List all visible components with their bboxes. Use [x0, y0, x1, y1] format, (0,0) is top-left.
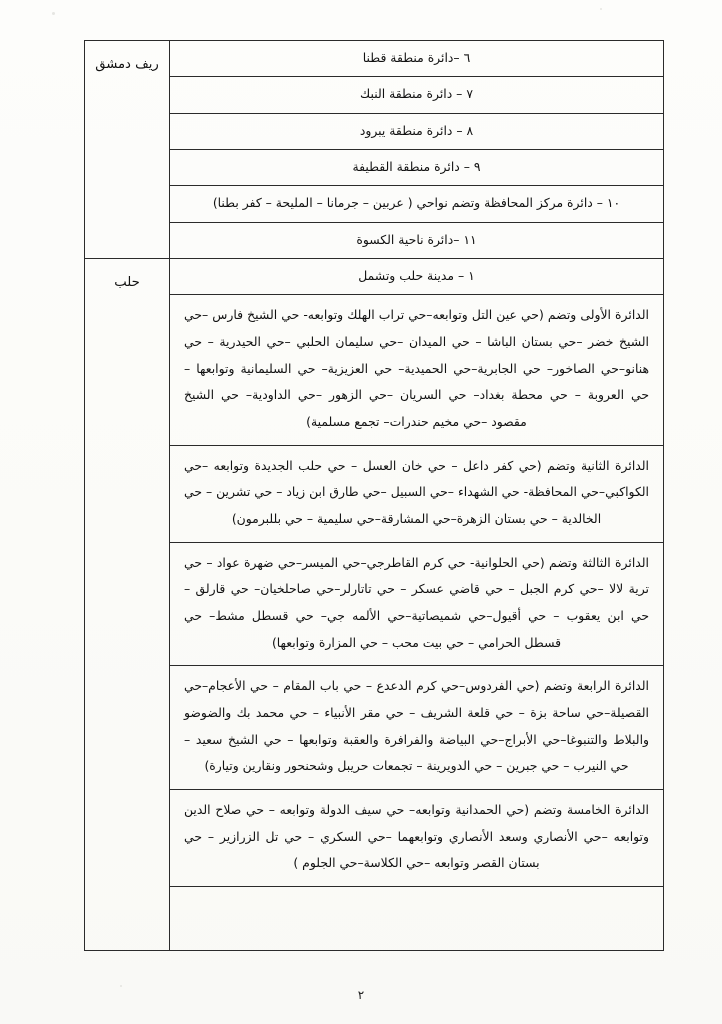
district-cell: ٦ –دائرة منطقة قطنا	[170, 41, 664, 77]
districts-table	[84, 40, 664, 951]
district-cell: الدائرة الثالثة وتضم (حي الحلوانية- حي كرم القاطرجي–حي الميسر–حي ضهرة عواد – حي ترية لالا –حي كرم الجبل – حي قاضي عسكر – حي تاتارلر–حي صاحلخيان– حي قارلق – حي ابن يعقوب – حي أقيول–حي شميصاتية–حي الألمه جي– حي قسطل مشط– حي قسطل الحرامي – حي بيت محب – حي المزارة وتوابعها)	[170, 542, 664, 666]
district-cell: الدائرة الرابعة وتضم (حي الفردوس–حي كرم الدعدع – حي باب المقام – حي الأعجام–حي القصيلة–حي ساحة بزة – حي قلعة الشريف – حي مقر الأنبياء – حي محمد بك والضوضو والبلاط والتنبوغا–حي الأبراج–حي البياضة والفرافرة والعقبة وتوابعها – حي الشيخ سعيد – حي النيرب – حي جبرين – حي الدويرينة – تجمعات حريبل وشحنحور ونقارين وتيارة)	[170, 666, 664, 790]
governorate-cell-aleppo	[85, 258, 170, 950]
district-cell: الدائرة الخامسة وتضم (حي الحمدانية وتوابعه– حي سيف الدولة وتوابعه – حي صلاح الدين وتوابعه –حي الأنصاري وسعد الأنصاري وتوابعهما –حي السكري – حي تل الزرازير – حي بستان القصر وتوابعه –حي الكلاسة–حي الجلوم )	[170, 790, 664, 887]
table-row	[85, 77, 664, 113]
table-row	[85, 113, 664, 149]
scan-speck	[120, 985, 122, 987]
district-cell: ٨ – دائرة منطقة يبرود	[170, 113, 664, 149]
table-row	[85, 790, 664, 887]
district-cell: الدائرة الأولى وتضم (حي عين التل وتوابعه–حي تراب الهلك وتوابعه- حي الشيخ فارس –حي الشيخ خضر –حي بستان الباشا – حي الميدان –حي سليمان الحلبي –حي الحيدرية – حي هنانو–حي الصاخور– حي الجابرية–حي الحميدية– حي العزيزية– حي السليمانية وتوابعها – حي العروبة – حي محطة بغداد– حي السريان –حي الزهور –حي الداودية– حي الشيخ مقصود –حي مخيم حندرات– تجمع مسلمية)	[170, 295, 664, 445]
district-cell: الدائرة الثانية وتضم (حي كفر داعل – حي خان العسل – حي حلب الجديدة وتوابعه –حي الكواكبي–حي المحافظة- حي الشهداء –حي السبيل –حي طارق ابن زياد – حي تشرين – حي الخالدية – حي بستان الزهرة–حي المشارقة–حي سليمية – حي بللبرمون)	[170, 445, 664, 542]
district-cell: ١١ –دائرة ناحية الكسوة	[170, 222, 664, 258]
table-row	[85, 222, 664, 258]
table-row	[85, 258, 664, 294]
district-cell: ٧ – دائرة منطقة النبك	[170, 77, 664, 113]
districts-table-body	[85, 41, 664, 951]
table-row	[85, 666, 664, 790]
governorate-label: حلب	[114, 274, 140, 290]
district-cell: ٩ – دائرة منطقة القطيفة	[170, 149, 664, 185]
scan-speck	[600, 8, 602, 10]
table-row	[85, 542, 664, 666]
table-row	[85, 295, 664, 445]
page-number: ٢	[357, 988, 365, 1002]
table-row	[85, 41, 664, 77]
table-row	[85, 149, 664, 185]
governorate-label: ريف دمشق	[95, 57, 159, 72]
district-cell-empty	[170, 887, 664, 951]
scan-speck	[52, 12, 55, 15]
table-row	[85, 445, 664, 542]
table-row	[85, 887, 664, 951]
table-row	[85, 186, 664, 222]
district-cell: ١٠ – دائرة مركز المحافظة وتضم نواحي ( عربين – جرمانا – المليحة – كفر بطنا)	[170, 186, 664, 222]
district-cell: ١ – مدينة حلب وتشمل	[170, 258, 664, 294]
governorate-cell-rif-dimashq	[85, 41, 170, 259]
